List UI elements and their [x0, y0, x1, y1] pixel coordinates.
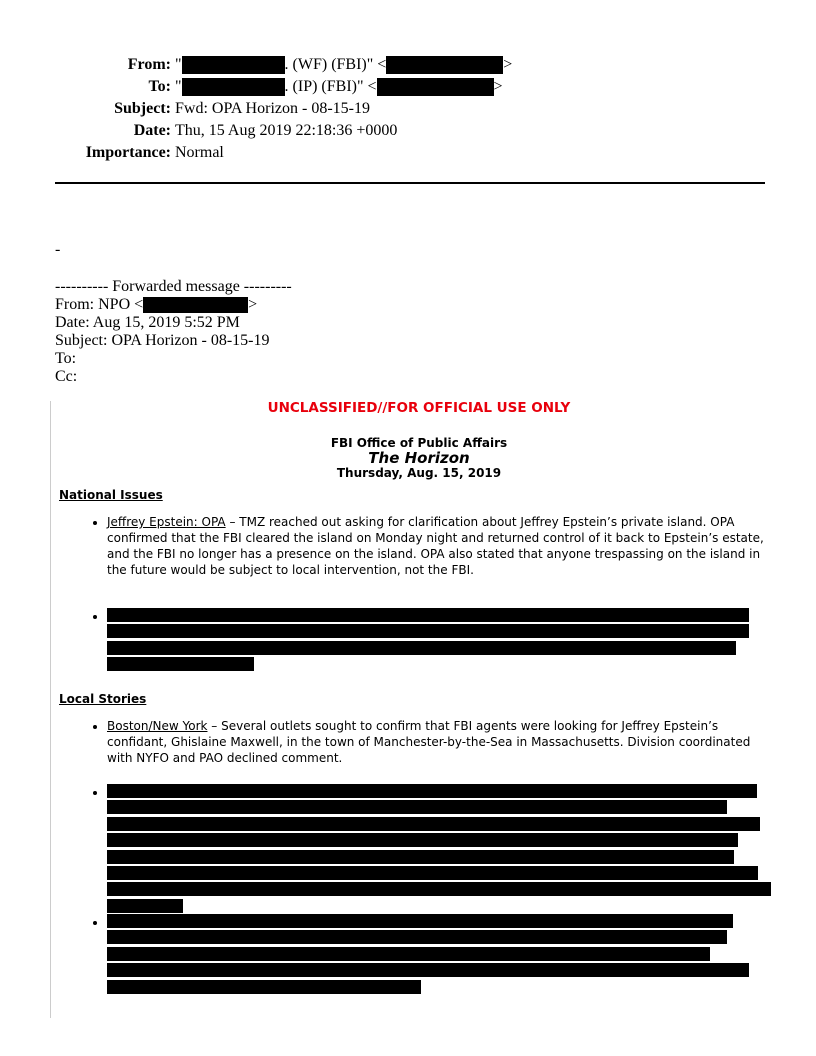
body-dash: - — [55, 241, 61, 258]
from-label: From: — [127, 56, 171, 73]
redaction-block — [107, 866, 758, 880]
newsletter-date: Thursday, Aug. 15, 2019 — [336, 466, 502, 480]
redaction-block — [107, 882, 771, 896]
list-item — [107, 718, 779, 766]
redaction-block — [107, 657, 254, 671]
redaction-block — [107, 914, 733, 928]
redacted-list-item — [107, 608, 779, 671]
forward-date: Date: Aug 15, 2019 5:52 PM — [55, 314, 240, 331]
importance-row — [55, 142, 512, 164]
redaction-block — [377, 78, 494, 96]
item-text: – Several outlets sought to confirm that FBI agents were looking for Jeffrey Epstein’s confidant, Ghislaine Maxwell, in the town of Manchester-by-the-Sea in Massachusetts. Division coordinated with NYFO and PAO declined comment. — [107, 719, 751, 765]
redaction-block — [107, 850, 734, 864]
subject-row — [55, 98, 512, 120]
redaction-block — [107, 930, 727, 944]
forward-subject: Subject: OPA Horizon - 08-15-19 — [55, 332, 270, 349]
redaction-block — [386, 56, 503, 74]
redaction-block — [107, 833, 738, 847]
item-text: – TMZ reached out asking for clarification about Jeffrey Epstein’s private island. OPA confirmed that the FBI cleared the island on Monday night and returned control of it back to Epstein’s estate, and the FBI no longer has a presence on the island. OPA also stated that anyone trespassing on the island in the future would be subject to local intervention, not the FBI. — [107, 515, 764, 577]
to-label: To: — [148, 78, 171, 95]
forward-to: To: — [55, 350, 77, 367]
local-redacted-list-1 — [59, 784, 779, 915]
redaction-block — [143, 297, 248, 313]
redaction-block — [107, 608, 749, 622]
local-list — [59, 718, 779, 766]
redaction-block — [107, 641, 736, 655]
item-topic: Jeffrey Epstein: OPA — [107, 515, 226, 529]
local-redacted-list-2 — [59, 914, 779, 996]
redaction-block — [182, 78, 285, 96]
redacted-list-item — [107, 914, 779, 994]
list-item — [107, 514, 779, 578]
forward-from: From: NPO < > — [55, 296, 258, 313]
subject-value: Fwd: OPA Horizon - 08-15-19 — [175, 100, 370, 117]
redacted-list-item — [107, 784, 779, 913]
redaction-block — [107, 817, 760, 831]
to-row — [55, 76, 512, 98]
redaction-block — [107, 899, 183, 913]
forward-banner: ---------- Forwarded message --------- — [55, 278, 292, 295]
redaction-block — [107, 800, 727, 814]
redaction-block — [107, 963, 749, 977]
section-local-stories: Local Stories — [59, 692, 147, 706]
masthead — [59, 436, 779, 481]
from-row — [55, 54, 512, 76]
subject-label: Subject: — [114, 100, 171, 117]
redaction-block — [182, 56, 285, 74]
email-header — [55, 54, 512, 164]
forward-cc: Cc: — [55, 368, 78, 385]
redaction-block — [107, 784, 757, 798]
date-label: Date: — [133, 122, 171, 139]
national-list — [59, 514, 779, 578]
importance-value: Normal — [175, 144, 224, 161]
redaction-block — [107, 624, 749, 638]
from-value: " . (WF) (FBI)" < > — [175, 56, 513, 73]
publisher: FBI Office of Public Affairs — [330, 436, 508, 450]
national-redacted-list — [59, 608, 779, 674]
redaction-block — [107, 947, 710, 961]
date-value: Thu, 15 Aug 2019 22:18:36 +0000 — [175, 122, 398, 139]
newsletter-title: The Horizon — [368, 449, 470, 467]
item-topic: Boston/New York — [107, 719, 208, 733]
quote-bar — [50, 401, 51, 1018]
header-divider — [55, 182, 765, 184]
to-value: " . (IP) (FBI)" < > — [175, 78, 503, 95]
forwarded-message-header — [55, 278, 292, 386]
classification-banner: UNCLASSIFIED//FOR OFFICIAL USE ONLY — [267, 400, 571, 416]
redaction-block — [107, 980, 421, 994]
date-row — [55, 120, 512, 142]
section-national-issues: National Issues — [59, 488, 163, 502]
importance-label: Importance: — [85, 144, 171, 161]
